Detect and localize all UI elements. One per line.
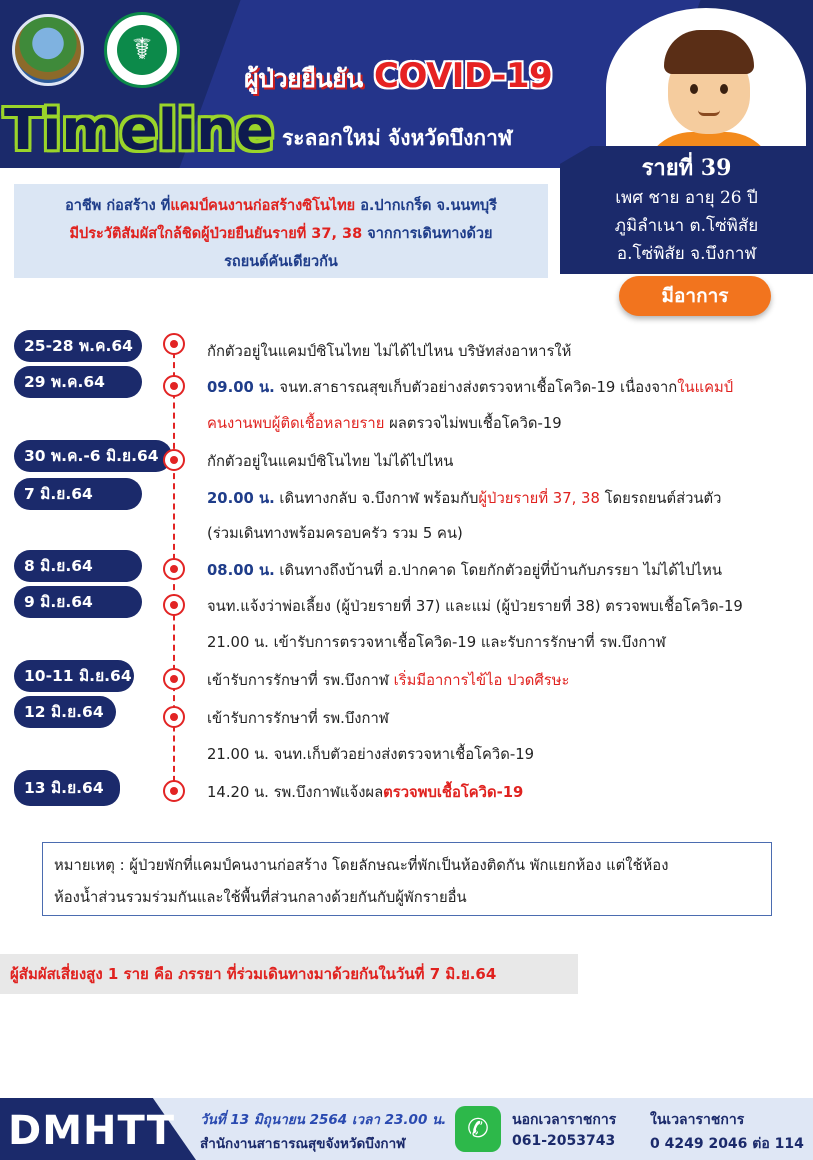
timeline-event: กักตัวอยู่ในแคมป์ซิโนไทย ไม่ได้ไปไหน บริษัทส่งอาหารให้ bbox=[207, 343, 572, 360]
off-hours-label: นอกเวลาราชการ bbox=[512, 1112, 617, 1128]
event-highlight: คนงานพบผู้ติดเชื้อหลายราย bbox=[207, 415, 385, 432]
timeline-date: 30 พ.ค.-6 มิ.ย.64 bbox=[14, 440, 172, 472]
timeline-marker bbox=[163, 449, 185, 471]
province-seal-logo bbox=[12, 14, 84, 86]
timeline-date: 10-11 มิ.ย.64 bbox=[14, 660, 134, 692]
timeline-event-cont: (ร่วมเดินทางพร้อมครอบครัว รวม 5 คน) bbox=[207, 525, 463, 542]
occupation-camp: แคมป์คนงานก่อสร้างซิโนไทย bbox=[170, 198, 356, 214]
event-text: จนท.สาธารณสุขเก็บตัวอย่างส่งตรวจหาเชื้อโควิด-19 เนื่องจาก bbox=[274, 379, 678, 396]
timeline-event bbox=[207, 375, 733, 399]
title-virus: COVID-19 bbox=[374, 56, 553, 96]
timeline-heading: Timeline bbox=[4, 98, 274, 163]
contact-history: มีประวัติสัมผัสใกล้ชิดผู้ป่วยยืนยันรายที่ 37, 38 bbox=[69, 226, 363, 242]
event-text: 14.20 น. รพ.บึงกาฬแจ้งผล bbox=[207, 784, 384, 801]
timeline-event bbox=[207, 668, 569, 692]
ministry-logo bbox=[104, 12, 180, 88]
occupation-travel: จากการเดินทางด้วย bbox=[362, 226, 493, 242]
page-subtitle: ระลอกใหม่ จังหวัดบึงกาฬ bbox=[282, 126, 513, 150]
timeline-event bbox=[207, 486, 721, 510]
timeline-marker bbox=[163, 594, 185, 616]
event-text: เดินทางถึงบ้านที่ อ.ปากคาด โดยกักตัวอยู่ที่บ้านกับภรรยา ไม่ได้ไปไหน bbox=[274, 562, 722, 579]
timeline-event: กักตัวอยู่ในแคมป์ซิโนไทย ไม่ได้ไปไหน bbox=[207, 453, 454, 470]
note-line2: ห้องน้ำส่วนรวมร่วมกันและใช้พื้นที่ส่วนกลางด้วยกันกับผู้พักรายอื่น bbox=[54, 889, 467, 906]
event-time: 09.00 น. bbox=[207, 379, 275, 396]
office-hours-label: ในเวลาราชการ bbox=[650, 1112, 745, 1128]
timeline-event: เข้ารับการรักษาที่ รพ.บึงกาฬ bbox=[207, 710, 389, 727]
covid-title bbox=[244, 56, 552, 99]
avatar-hair bbox=[664, 30, 754, 74]
event-time: 08.00 น. bbox=[207, 562, 275, 579]
timeline-event-cont bbox=[207, 411, 562, 435]
event-highlight: เริ่มมีอาการไข้ไอ ปวดศีรษะ bbox=[393, 672, 570, 689]
event-highlight: ผู้ป่วยรายที่ 37, 38 bbox=[478, 490, 600, 507]
occupation-line1 bbox=[14, 194, 548, 217]
avatar-eye bbox=[720, 84, 728, 94]
timeline-marker bbox=[163, 706, 185, 728]
brand-logo: DMHTT bbox=[8, 1108, 175, 1154]
timeline-date: 29 พ.ค.64 bbox=[14, 366, 142, 398]
avatar-eye bbox=[690, 84, 698, 94]
timeline-marker bbox=[163, 780, 185, 802]
event-highlight: ตรวจพบเชื้อโควิด-19 bbox=[383, 784, 524, 801]
off-hours-phone[interactable]: 061-2053743 bbox=[512, 1133, 616, 1149]
timeline-date: 25-28 พ.ค.64 bbox=[14, 330, 142, 362]
occupation-line2 bbox=[14, 222, 548, 245]
timeline-date: 7 มิ.ย.64 bbox=[14, 478, 142, 510]
office-name: สำนักงานสาธารณสุขจังหวัดบึงกาฬ bbox=[200, 1136, 406, 1152]
caduceus-icon: ☤ bbox=[117, 25, 167, 75]
timeline-event bbox=[207, 558, 722, 582]
high-risk-contacts: ผู้สัมผัสเสี่ยงสูง 1 ราย คือ ภรรยา ที่ร่วมเดินทางมาด้วยกันในวันที่ 7 มิ.ย.64 bbox=[10, 965, 497, 983]
occupation-line3: รถยนต์คันเดียวกัน bbox=[224, 254, 338, 270]
title-thai: ผู้ป่วยยืนยัน bbox=[244, 64, 363, 93]
report-date: วันที่ 13 มิถุนายน 2564 เวลา 23.00 น. bbox=[200, 1112, 447, 1128]
timeline-date: 8 มิ.ย.64 bbox=[14, 550, 142, 582]
avatar-mouth bbox=[698, 110, 720, 116]
occupation-text: อาชีพ ก่อสร้าง ที่ bbox=[65, 198, 171, 214]
occupation-location: อ.ปากเกร็ด จ.นนทบุรี bbox=[355, 198, 497, 214]
symptom-status-badge: มีอาการ bbox=[619, 276, 771, 316]
case-hometown-line1: ภูมิลำเนา ต.โซ่พิสัย bbox=[614, 216, 759, 236]
event-text: โดยรถยนต์ส่วนตัว bbox=[599, 490, 722, 507]
case-number: รายที่ 39 bbox=[641, 155, 732, 181]
timeline-date: 9 มิ.ย.64 bbox=[14, 586, 142, 618]
case-sex-age: เพศ ชาย อายุ 26 ปี bbox=[615, 188, 758, 208]
event-highlight: ในแคมป์ bbox=[677, 379, 734, 396]
case-hometown-line2: อ.โซ่พิสัย จ.บึงกาฬ bbox=[616, 244, 757, 264]
event-text: ผลตรวจไม่พบเชื้อโควิด-19 bbox=[384, 415, 562, 432]
timeline-date: 13 มิ.ย.64 bbox=[14, 770, 120, 806]
timeline-marker bbox=[163, 375, 185, 397]
event-text: เดินทางกลับ จ.บึงกาฬ พร้อมกับ bbox=[274, 490, 479, 507]
timeline-date: 12 มิ.ย.64 bbox=[14, 696, 116, 728]
timeline-marker bbox=[163, 333, 185, 355]
event-time: 20.00 น. bbox=[207, 490, 275, 507]
note-line1: หมายเหตุ : ผู้ป่วยพักที่แคมป์คนงานก่อสร้าง โดยลักษณะที่พักเป็นห้องติดกัน พักแยกห้อง แต่ใช้ห้อง bbox=[54, 857, 669, 874]
timeline-event-cont: 21.00 น. จนท.เก็บตัวอย่างส่งตรวจหาเชื้อโควิด-19 bbox=[207, 746, 535, 763]
office-hours-phone[interactable]: 0 4249 2046 ต่อ 114 bbox=[650, 1136, 804, 1152]
timeline-marker bbox=[163, 668, 185, 690]
timeline-marker bbox=[163, 558, 185, 580]
event-text: เข้ารับการรักษาที่ รพ.บึงกาฬ bbox=[207, 672, 394, 689]
patient-avatar bbox=[606, 8, 806, 168]
timeline-event bbox=[207, 780, 523, 804]
timeline-event-cont: 21.00 น. เข้ารับการตรวจหาเชื้อโควิด-19 และรับการรักษาที่ รพ.บึงกาฬ bbox=[207, 634, 666, 651]
timeline-event: จนท.แจ้งว่าพ่อเลี้ยง (ผู้ป่วยรายที่ 37) และแม่ (ผู้ป่วยรายที่ 38) ตรวจพบเชื้อโควิด-19 bbox=[207, 598, 743, 615]
phone-icon: ✆ bbox=[455, 1106, 501, 1152]
